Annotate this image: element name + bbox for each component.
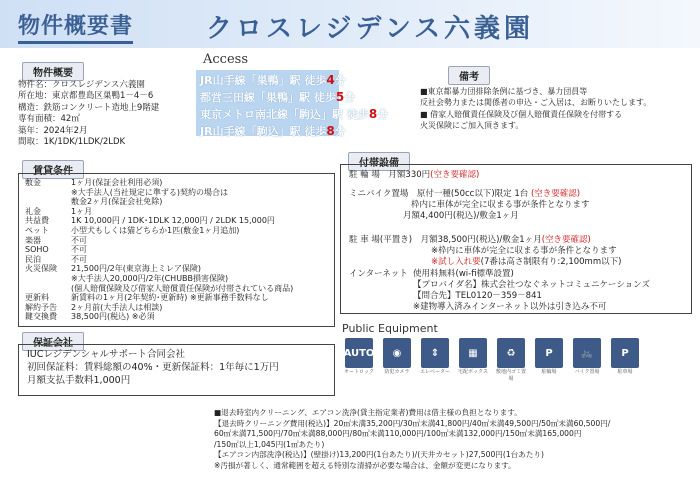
equipment-caption: オートロック [344, 369, 374, 375]
document-title: 物件概要書 [18, 9, 133, 44]
rental-value: ※大手法人(当社規定に準ずる)契約の場合は [71, 187, 228, 197]
footer-line: 【退去時クリーニング費用(税込)】20㎡未満35,200円/30㎡未満41,800円/40㎡未満49,500円/50㎡未満60,500円/ [214, 418, 611, 428]
overview-line: 所在地：東京都豊島区巣鴨1－4－6 [18, 91, 154, 102]
equipment-item [532, 338, 566, 382]
rental-value: 21,500円/2年(東京海上ミレア保険) [71, 264, 202, 274]
rental-row [25, 207, 334, 217]
bike-parking-row: 駐 輪 場 月額330円(空き要確認) [349, 170, 480, 180]
overview-panel [18, 80, 188, 148]
rental-key [25, 197, 71, 207]
equipment-caption: 駐輪場 [541, 369, 557, 375]
access-box [196, 70, 389, 138]
notes-panel [420, 86, 692, 132]
rental-key: SOHO [25, 245, 49, 255]
rental-value: 敷金2ヶ月(保証会社免除) [71, 197, 163, 207]
guarantee-monthly: 月額支払手数料1,000円 [27, 375, 131, 386]
rental-row [25, 284, 334, 294]
autolock-icon: AUTO [345, 338, 373, 368]
footer-line: /150㎡以上1,045円(1㎡あたり) [214, 439, 325, 449]
equipment-icons [342, 338, 642, 382]
rental-value: 不可 [71, 235, 87, 245]
car-condition: ※枠内に車体が完全に収まる事が条件となります [431, 246, 617, 256]
facilities-panel [340, 164, 692, 314]
overview-line: 専有面積：42㎡ [18, 114, 80, 125]
car-parking-icon: P [611, 338, 639, 368]
rental-row [25, 236, 334, 246]
rental-row [25, 264, 334, 274]
delivery-box-icon: ▦ [459, 338, 487, 368]
notes-line: 火災保険にご加入頂きます。 [420, 121, 524, 131]
equipment-title: Public Equipment [342, 322, 438, 335]
rental-key: 更新料 [25, 293, 49, 303]
rental-key: 民泊 [25, 254, 41, 264]
overview-line: 物件名：クロスレジデンス六義園 [18, 80, 145, 90]
rental-row [25, 303, 334, 313]
equipment-caption: 駐車場 [617, 369, 633, 375]
rental-key: 礼金 [25, 206, 41, 216]
rental-value: 不可 [71, 245, 87, 255]
rental-value: ※大手法人20,000円/2年(CHUBB損害保険) [71, 273, 229, 283]
rental-tag: 賃貸条件 [22, 160, 84, 179]
internet-label: インターネット [349, 269, 408, 279]
internet-note: ※建物導入済みインターネット以外は引き込み不可 [413, 302, 607, 312]
rental-key: 解約予告 [25, 302, 57, 312]
rental-row [25, 245, 334, 255]
car-height-note: ※試し入れ要(7番は高さ制限有り:2,100mm以下) [431, 257, 622, 267]
rental-value: 1ヶ月(保証会社利用必須) [71, 178, 163, 187]
footer-notes [214, 408, 694, 472]
moto-parking-row: ミニバイク置場 原付一種(50cc以下)限定 1台 (空き要確認) [349, 189, 581, 199]
rental-key: 火災保険 [25, 264, 57, 274]
station-line: JR山手線「巣鴨」駅 徒歩4分 [200, 73, 346, 87]
equipment-caption: 敷地内ゴミ置場 [495, 369, 526, 382]
overview-line: 築年：2024年2月 [18, 125, 88, 136]
guarantee-panel [18, 344, 335, 396]
security-camera-icon: ◉ [383, 338, 411, 368]
car-parking-row: 駐 車 場(平置き) 月額38,500円(税込)/敷金1ヶ月(空き要確認) [349, 235, 591, 245]
rental-value: 小型犬もしくは猫どちらか1匹(敷金1ヶ月追加) [71, 225, 240, 235]
notes-tag: 備考 [448, 66, 490, 85]
notes-line: ■東京都暴力団排除条例に基づき、暴力団員等 [420, 87, 588, 96]
rental-value: 不可 [71, 254, 87, 264]
rental-row [25, 293, 334, 303]
equipment-caption: バイク置場 [574, 369, 600, 375]
footer-line: ※汚損が著しく、通常範囲を超える特別な清掃が必要な場合は、金額が変更になります。 [214, 460, 516, 470]
rental-panel [18, 173, 335, 327]
rental-key: ペット [25, 225, 49, 235]
rental-key [25, 188, 71, 198]
rental-row [25, 216, 334, 226]
station-line: 都営三田線「巣鴨」駅 徒歩5分 [200, 90, 356, 104]
footer-line: 【エアコン内部洗浄(税込)】(壁掛け)13,200円(1台あたり)/(天井カセット)27,500円(1台あたり) [214, 450, 545, 460]
guarantee-fee: 初回保証料：賃料総額の40%・更新保証料：1年毎に1万円 [27, 362, 279, 373]
equipment-caption: 宅配ボックス [458, 369, 488, 375]
overview-tag: 物件概要 [22, 62, 84, 81]
internet-provider: 【プロバイダ名】株式会社つなぐネットコミュニケーションズ [413, 280, 650, 290]
equipment-item [608, 338, 642, 382]
rental-key [25, 274, 71, 284]
footer-line: ■退去時室内クリーニング、エアコン洗浄(貸主指定業者)費用は借主様の負担となります。 [214, 408, 522, 417]
rental-key [25, 284, 71, 294]
notes-line: ■ 借家人賠償責任保険及び個人賠償責任保険を付帯する [420, 109, 623, 119]
elevator-icon: ⇕ [421, 338, 449, 368]
rental-value: 38,500円(税込) ※必須 [71, 312, 155, 322]
property-name-title: クロスレジデンス六義園 [206, 14, 535, 44]
overview-line: 間取：1K/1DK/1LDK/2LDK [18, 137, 126, 148]
moto-price: 月額4,400円(税込)/敷金1ヶ月 [403, 211, 519, 221]
bike-parking-icon: P [535, 338, 563, 368]
equipment-item [456, 338, 490, 382]
internet-free: 使用料無料(wi-fi標準設置) [413, 269, 514, 279]
equipment-item [380, 338, 414, 382]
notes-line: 反社会勢力または関係者の申込・ご入居は、お断りいたします。 [420, 98, 652, 108]
equipment-item [418, 338, 452, 382]
equipment-item [570, 338, 604, 382]
rental-value: 1ヶ月 [71, 206, 93, 216]
facilities-tag: 付帯設備 [348, 152, 410, 171]
trash-icon: ♻ [497, 338, 525, 368]
rental-key: 敷金 [25, 178, 41, 187]
rental-key: 共益費 [25, 216, 49, 226]
overview-line: 構造：鉄筋コンクリート造地上9階建 [18, 102, 160, 113]
station-line: JR山手線「駒込」駅 徒歩8分 [200, 124, 346, 138]
moto-condition: 枠内に車体が完全に収まる事が条件となります [411, 200, 590, 210]
internet-contact: 【問合先】TEL0120－359－841 [413, 291, 542, 301]
rental-row [25, 255, 334, 265]
rental-row [25, 312, 334, 322]
rental-value: (個人賠償保険及び借家人賠償責任保険が付帯されている商品) [71, 283, 294, 293]
rental-value: 新賃料の1ヶ月(2年契約･更新時) ※更新事務手数料なし [71, 293, 269, 303]
equipment-caption: 防犯カメラ [384, 369, 410, 375]
equipment-caption: エレベーター [419, 369, 450, 375]
footer-line: 60㎡未満71,500円/70㎡未満88,000円/80㎡未満110,000円/100㎡未満132,000円/150㎡未満165,000円 [214, 429, 582, 439]
rental-row [25, 178, 334, 188]
rental-value: 2ヶ月前(大手法人は相談) [71, 302, 163, 312]
rental-row [25, 188, 334, 198]
bicycle-icon: 🚲 [573, 338, 601, 368]
rental-value: 1K 10,000円 / 1DK･1DLK 12,000円 / 2LDK 15,000円 [71, 216, 275, 226]
rental-row [25, 226, 334, 236]
rental-row [25, 274, 334, 284]
equipment-item [494, 338, 528, 382]
rental-key: 鍵交換費 [25, 312, 57, 322]
equipment-item [342, 338, 376, 382]
station-line: 東京メトロ南北線「駒込」駅 徒歩8分 [200, 107, 389, 121]
guarantee-tag: 保証会社 [22, 332, 84, 351]
access-title: Access [203, 52, 248, 67]
guarantee-company: IUCレジデンシャルサポート合同会社 [27, 349, 186, 360]
rental-key: 楽器 [25, 235, 41, 245]
rental-row [25, 197, 334, 207]
